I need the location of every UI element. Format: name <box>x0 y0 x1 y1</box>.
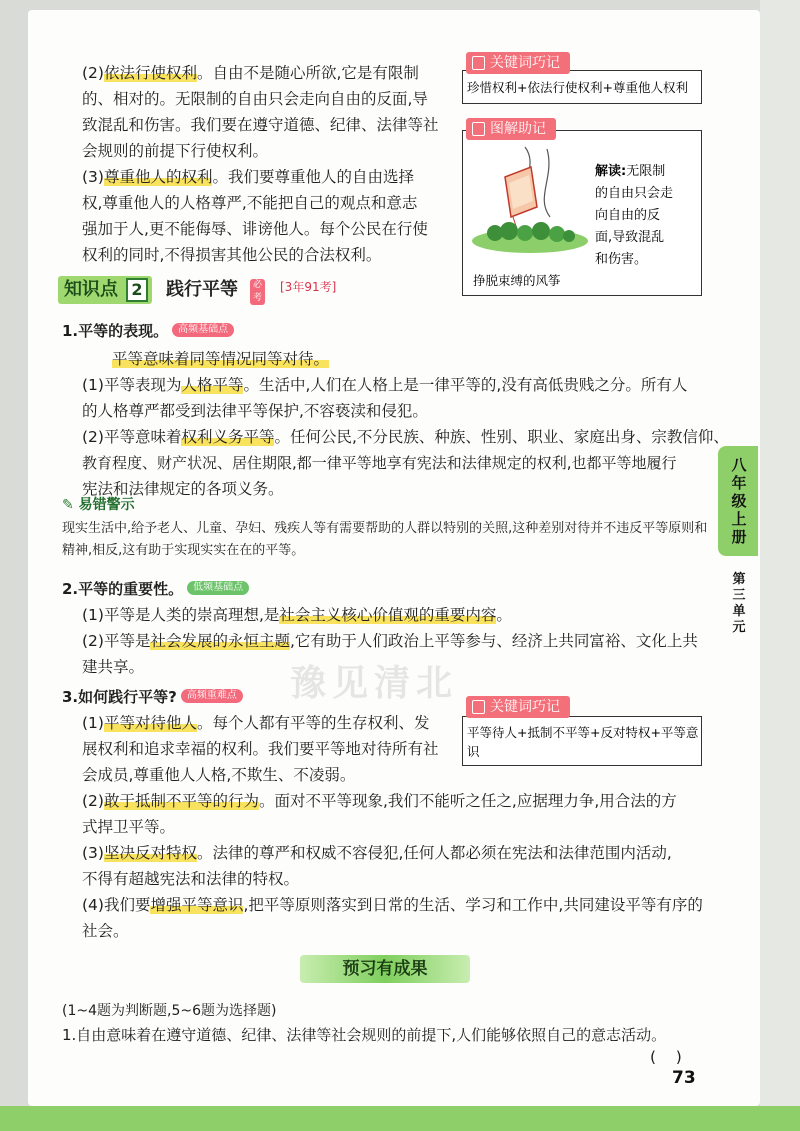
text-line: 宪法和法律规定的各项义务。 <box>82 480 284 498</box>
keyword-box <box>462 70 702 104</box>
kite-illustration <box>465 137 595 269</box>
text-line: 不得有超越宪法和法律的特权。 <box>82 870 300 888</box>
item-heading: 3.如何践行平等? 高频重难点 <box>62 684 243 710</box>
frequency-tag: 低频基础点 <box>187 581 249 595</box>
pencil-icon: ✎ <box>62 497 74 513</box>
text-line: 的、相对的。无限制的自由只会走向自由的反面,导 <box>82 90 428 108</box>
text-line: 会成员,尊重他人人格,不欺生、不凌弱。 <box>82 766 356 784</box>
text-line: 式捍卫平等。 <box>82 818 176 836</box>
text-line: (3)尊重他人的权利。我们要尊重他人的自由选择 <box>82 168 414 186</box>
text-line: 平等意味着同等情况同等对待。 <box>112 350 330 368</box>
text-line: 展权利和追求幸福的权利。我们要平等地对待所有社 <box>82 740 439 758</box>
text-line: (4)我们要增强平等意识,把平等原则落实到日常的生活、学习和工作中,共同建设平等有序的 <box>82 896 703 914</box>
text-line: 致混乱和伤害。我们要在遵守道德、纪律、法律等社 <box>82 116 439 134</box>
text-line: (1)平等是人类的崇高理想,是社会主义核心价值观的重要内容。 <box>82 606 512 624</box>
note-icon <box>472 700 485 714</box>
answer-blank[interactable]: ( ) <box>650 1048 682 1066</box>
text-line: (2)依法行使权利。自由不是随心所欲,它是有限制 <box>82 64 419 82</box>
keyword-box-title: 关键词巧记 <box>466 696 570 718</box>
text-line: 社会。 <box>82 922 129 940</box>
item-heading: 1.平等的表现。 高频基础点 <box>62 318 234 344</box>
keyword-text: 平等待人+抵制不平等+反对特权+平等意识 <box>467 725 699 759</box>
watermark: 豫见清北 <box>290 662 459 704</box>
warning-title: ✎ 易错警示 <box>62 497 135 513</box>
warning-text: 现实生活中,给予老人、儿童、孕妇、残疾人等有需要帮助的人群以特别的关照,这种差别对待并不违反平等原则和精神,相反,这有助于实现实实在在的平等。 <box>62 521 708 558</box>
preview-title: 预习有成果 <box>342 959 428 979</box>
keyword-text: 珍惜权利+依法行使权利+尊重他人权利 <box>467 80 688 95</box>
frequency-tag: 高频重难点 <box>181 689 243 703</box>
knowledge-point-title: 践行平等 <box>166 279 238 300</box>
must-test-badge: 必考 <box>250 279 265 305</box>
text-line: (2)敢于抵制不平等的行为。面对不平等现象,我们不能听之任之,应据理力争,用合法的方 <box>82 792 677 810</box>
exam-frequency: [3年91考] <box>280 280 337 294</box>
text-line: 会规则的前提下行使权利。 <box>82 142 269 160</box>
text-line: 的人格尊严都受到法律平等保护,不容亵渎和侵犯。 <box>82 402 428 420</box>
preview-banner <box>300 955 470 983</box>
item-heading: 2.平等的重要性。 低频基础点 <box>62 576 249 602</box>
knowledge-point-label: 知识点 <box>58 276 152 304</box>
keyword-box-title: 关键词巧记 <box>466 52 570 74</box>
text-line: (2)平等是社会发展的永恒主题,它有助于人们政治上平等参与、经济上共同富裕、文化上共 <box>82 632 698 650</box>
side-tab-grade <box>718 446 758 556</box>
diagram-caption: 挣脱束缚的风筝 <box>473 273 561 288</box>
unit-label: 第三单元 <box>732 572 746 635</box>
text-line: 教育程度、财产状况、居住期限,都一律平等地享有宪法和法律规定的权利,也都平等地履行 <box>82 454 677 472</box>
note-icon <box>472 56 485 70</box>
page-number: 73 <box>672 1068 696 1088</box>
text-line: 权,尊重他人的人格尊严,不能把自己的观点和意志 <box>82 194 418 212</box>
highlight-term: 尊重他人的权利 <box>103 168 213 186</box>
highlight-term: 依法行使权利 <box>103 64 197 82</box>
page-bottom-border <box>0 1106 800 1131</box>
text-line: (1)平等对待他人。每个人都有平等的生存权利、发 <box>82 714 430 732</box>
text-line: 权利的同时,不得损害其他公民的合法权利。 <box>82 246 382 264</box>
diagram-explanation: 解读:无限制 的自由只会走 向自由的反 面,导致混乱 和伤害。 <box>595 164 674 267</box>
text-line: 强加于人,更不能侮辱、诽谤他人。每个公民在行使 <box>82 220 428 238</box>
keyword-box <box>462 716 702 766</box>
text-line: (2)平等意味着权利义务平等。任何公民,不分民族、种族、性别、职业、家庭出身、宗教信仰、 <box>82 428 729 446</box>
diagram-box-title: 图解助记 <box>466 118 556 140</box>
grade-label: 八年级上册 <box>731 456 747 546</box>
question-note: (1~4题为判断题,5~6题为选择题) <box>62 1003 277 1019</box>
image-icon <box>472 122 485 136</box>
text-line: (3)坚决反对特权。法律的尊严和权威不容侵犯,任何人都必须在宪法和法律范围内活动, <box>82 844 672 862</box>
text-line: (1)平等表现为人格平等。生活中,人们在人格上是一律平等的,没有高低贵贱之分。所有人 <box>82 376 688 394</box>
frequency-tag: 高频基础点 <box>172 323 234 337</box>
diagram-box <box>462 130 702 296</box>
text-line: 建共享。 <box>82 658 145 676</box>
scanner-margin <box>760 0 800 1131</box>
knowledge-point-number: 2 <box>126 278 148 302</box>
question-1: 1.自由意味着在遵守道德、纪律、法律等社会规则的前提下,人们能够依照自己的意志活动。 <box>62 1026 667 1044</box>
